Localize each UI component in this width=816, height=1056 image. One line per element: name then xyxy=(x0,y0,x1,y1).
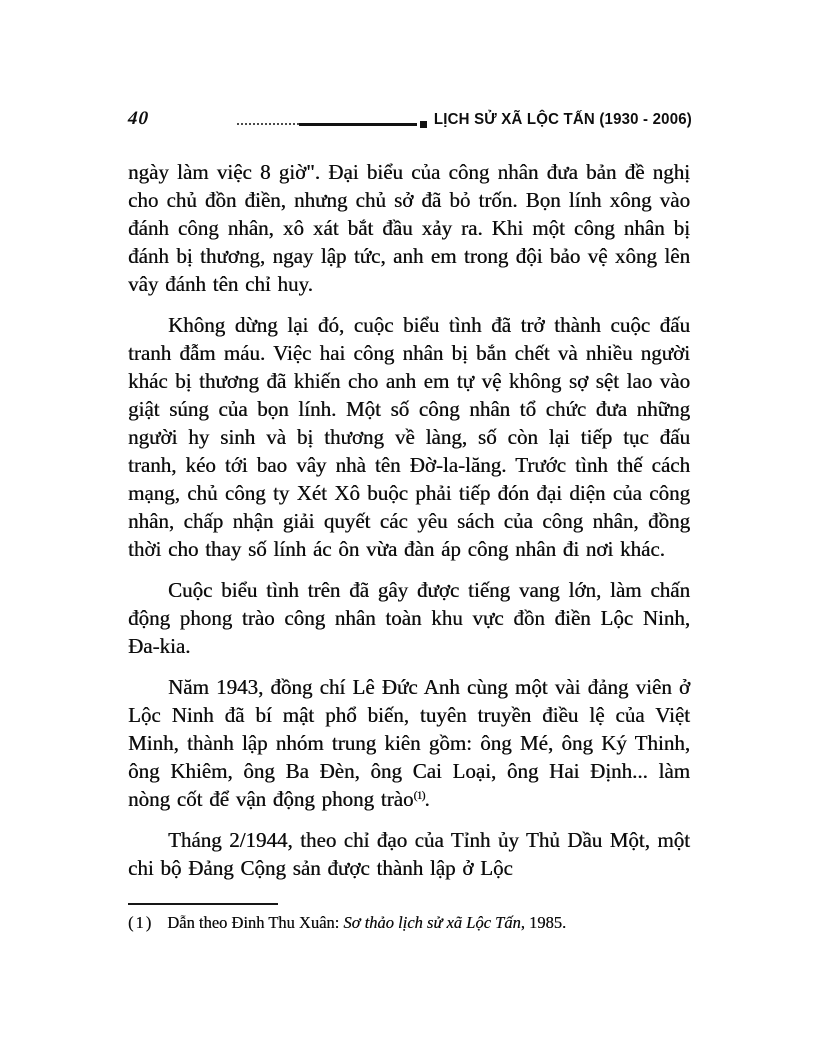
page-number: 40 xyxy=(127,108,150,129)
page-body xyxy=(128,158,690,895)
paragraph-text: Tháng 2/1944, theo chỉ đạo của Tỉnh ủy Thủ Dầu Một, một chi bộ Đảng Cộng sản được thành lập ở Lộc xyxy=(128,828,690,880)
paragraph xyxy=(128,311,690,563)
footnote-area xyxy=(128,903,690,934)
running-header xyxy=(128,106,692,132)
footnote-marker: (1) xyxy=(128,913,154,932)
footnote-book-title: Sơ thảo lịch sử xã Lộc Tấn xyxy=(343,913,521,932)
paragraph xyxy=(128,158,690,298)
paragraph xyxy=(128,576,690,660)
paragraph-text: Không dừng lại đó, cuộc biểu tình đã trở thành cuộc đấu tranh đẫm máu. Việc hai công nhân bị bắn chết và nhiều người khác bị thương đã khiến cho anh em tự vệ không sợ sệt lao vào giật súng của bọn lính. Một số công nhân tổ chức đưa những người hy sinh và bị thương về làng, số còn lại tiếp tục đấu tranh, kéo tới bao vây nhà tên Đờ-la-lăng. Trước tình thế cách mạng, chủ công ty Xét Xô buộc phải tiếp đón đại diện của công nhân, chấp nhận giải quyết các yêu sách của công nhân, đồng thời cho thay số lính ác ôn vừa đàn áp công nhân đi nơi khác. xyxy=(128,313,690,561)
paragraph-text: . xyxy=(424,787,430,811)
paragraph-text: Cuộc biểu tình trên đã gây được tiếng vang lớn, làm chấn động phong trào công nhân toàn khu vực đồn điền Lộc Ninh, Đa-kia. xyxy=(128,578,690,658)
square-bullet-icon xyxy=(420,121,427,128)
paragraph xyxy=(128,673,690,813)
header-rule-dotted xyxy=(237,123,299,125)
header-rule-solid xyxy=(299,123,417,126)
paragraph-text: Năm 1943, đồng chí Lê Đức Anh cùng một vài đảng viên ở Lộc Ninh đã bí mật phổ biến, tuyên truyền điều lệ của Việt Minh, thành lập nhóm trung kiên gồm: ông Mé, ông Ký Thinh, ông Khiêm, ông Ba Đèn, ông Cai Loại, ông Hai Định... làm nòng cốt để vận động phong trào xyxy=(128,675,690,811)
paragraph xyxy=(128,826,690,882)
footnote-text: Dẫn theo Đinh Thu Xuân: xyxy=(167,913,344,932)
footnote-rule xyxy=(128,903,278,905)
footnote xyxy=(128,912,690,934)
footnote-reference: (1) xyxy=(413,788,425,802)
running-header-title: LỊCH SỬ XÃ LỘC TẤN (1930 - 2006) xyxy=(433,110,692,128)
footnote-text-after: , 1985. xyxy=(520,913,567,932)
paragraph-text: ngày làm việc 8 giờ". Đại biểu của công nhân đưa bản đề nghị cho chủ đồn điền, nhưng chủ sở đã bỏ trốn. Bọn lính xông vào đánh công nhân, xô xát bắt đầu xảy ra. Khi một công nhân bị đánh bị thương, ngay lập tức, anh em trong đội bảo vệ xông lên vây đánh tên chỉ huy. xyxy=(128,160,690,296)
